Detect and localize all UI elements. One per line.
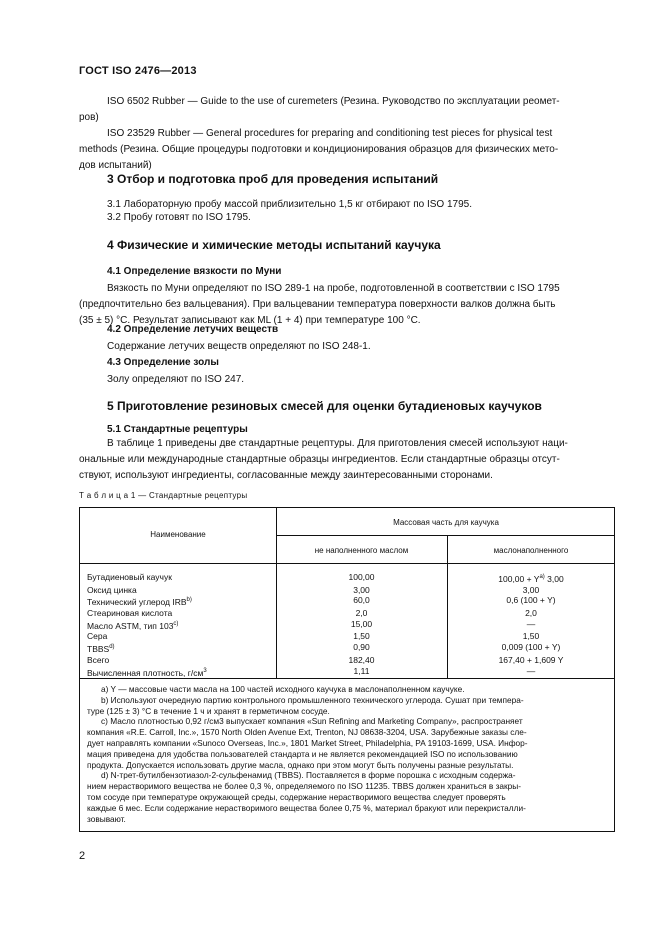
page-number: 2 [79, 850, 86, 862]
cell-oil [447, 572, 615, 585]
table-row [87, 595, 615, 608]
cell-text: Технический углерод IRB [87, 597, 187, 608]
footnote-d-cont: каждые 6 мес. Если содержание нерастворимого вещества более 0,75 %, материал бракуют или перекристалли- [87, 802, 526, 813]
subsection-4-2-title: 4.2 Определение летучих веществ [107, 324, 279, 335]
column-header-mass: Массовая часть для каучука [393, 518, 499, 527]
text-line: ствуют, используют ингредиенты, согласованные между заинтересованными сторонами. [79, 470, 493, 481]
footnote-ref: d) [109, 644, 115, 651]
cell-oil: 1,50 [522, 631, 540, 642]
reference-iso-23529 [79, 126, 614, 174]
table-body [87, 572, 615, 678]
footnote-a: a) Y — массовые части масла на 100 частей исходного каучука в маслонаполненном каучуке. [101, 684, 465, 694]
reference-line: ISO 6502 Rubber — Guide to the use of curemeters (Резина. Руководство по эксплуатации реомет- [107, 96, 560, 107]
footnote-c-cont: компания «R.E. Carroll, Inc.», 1570 North Olden Avenue Ext, Trenton, NJ 08638-3204, USA. Зарубежные заказы сле- [87, 727, 527, 738]
cell-unfilled: 3,00 [353, 584, 370, 595]
subsection-4-3-title: 4.3 Определение золы [107, 357, 219, 368]
table-row [87, 666, 615, 679]
cell-oil: 0,6 (100 + Y) [506, 595, 556, 606]
paragraph-4-2: Содержание летучих веществ определяют по ISO 248-1. [107, 341, 371, 352]
cell-oil: 0,009 (100 + Y) [501, 642, 561, 653]
cell-name [87, 642, 276, 655]
cell-text: 100,00 + Y [498, 573, 540, 584]
cell-name: Стеариновая кислота [87, 608, 173, 619]
footnote-d-cont: зовывают. [87, 813, 126, 824]
cell-unfilled: 15,00 [350, 618, 373, 629]
cell-oil: — [526, 618, 536, 629]
section-5-title: 5 Приготовление резиновых смесей для оценки бутадиеновых каучуков [107, 399, 542, 413]
footnote-c-cont: дует направлять компании «Sunoco Overseas, Inc.», 1801 Market Street, Philadelphia, PA 19103-1699, USA. Инфор- [87, 737, 528, 748]
table-row [87, 572, 615, 585]
text-line: Вязкость по Муни определяют по ISO 289-1 на пробе, подготовленной в соответствии с ISO 1795 [107, 283, 560, 294]
section-4-title: 4 Физические и химические методы испытаний каучука [107, 238, 441, 252]
cell-unfilled: 1,50 [353, 631, 370, 642]
document-header: ГОСТ ISO 2476—2013 [79, 65, 197, 77]
footnote-c: c) Масло плотностью 0,92 г/см3 выпускает компания «Sun Refining and Marketing Company», распространяет [101, 716, 523, 727]
section-3-title: 3 Отбор и подготовка проб для проведения испытаний [107, 172, 439, 186]
table-divider [276, 535, 615, 536]
cell-name [87, 595, 276, 608]
paragraph-4-3: Золу определяют по ISO 247. [107, 374, 245, 385]
paragraph-5-1 [79, 436, 614, 484]
cell-unfilled: 2,0 [355, 608, 368, 619]
table-row [87, 631, 615, 642]
footnote-c-cont: мация приведена для удобства пользователей стандарта и не является рекомендацией ISO по использованию [87, 748, 518, 759]
table-divider [80, 563, 615, 564]
reference-line: ISO 23529 Rubber — General procedures for preparing and conditioning test pieces for physical test [107, 128, 553, 139]
text-line: (предпочтительно без вальцевания). При вальцевании температура поверхности валков должна быть [79, 299, 556, 310]
cell-unfilled: 100,00 [348, 572, 375, 582]
paragraph-3-2: 3.2 Пробу готовят по ISO 1795. [107, 212, 251, 223]
cell-oil: 3,00 [522, 584, 540, 595]
cell-oil: 2,0 [525, 608, 537, 619]
cell-oil: — [526, 665, 536, 676]
cell-unfilled: 1,11 [353, 665, 370, 676]
cell-name [87, 666, 276, 679]
reference-iso-6502 [79, 94, 614, 126]
text-line: В таблице 1 приведены две стандартные рецептуры. Для приготовления смесей используют наци- [107, 438, 568, 449]
recipe-table [79, 507, 615, 832]
cell-text: Вычисленная плотность, г/см [87, 667, 204, 678]
footnote-ref: c) [173, 620, 179, 627]
table-row [87, 655, 615, 666]
footnote-c-cont: продукта. Допускается использовать другие масла, однако при этом могут быть получены разные результаты. [87, 759, 514, 770]
footnote-d-cont: том сосуде при температуре окружающей среды, содержание нерастворимого вещества следует проверять [87, 791, 506, 802]
column-header-oil-extended: маслонаполненного [493, 546, 569, 555]
reference-line: methods (Резина. Общие процедуры подготовки и кондиционирования образцов для физических мето- [79, 144, 559, 155]
footnote-line [87, 684, 609, 824]
footnote-ref: 3 [203, 667, 207, 674]
subsection-4-1-title: 4.1 Определение вязкости по Муни [107, 266, 282, 277]
column-header-name: Наименование [150, 530, 206, 539]
text-line: (35 ± 5) °С. Результат записывают как ML (1 + 4) при температуре 100 °С. [79, 315, 421, 326]
cell-name: Сера [87, 631, 108, 642]
footnote-ref: a) [539, 574, 545, 580]
cell-text: Масло ASTM, тип 103 [87, 620, 174, 631]
cell-oil: 167,40 + 1,609 Y [498, 654, 564, 665]
cell-unfilled: 60,0 [353, 595, 370, 606]
paragraph-4-1 [79, 281, 614, 329]
subsection-5-1-title: 5.1 Стандартные рецептуры [107, 424, 248, 435]
column-header-unfilled: не наполненного маслом [314, 546, 409, 555]
table-row [87, 608, 615, 619]
paragraph-3-1: 3.1 Лабораторную пробу массой приблизительно 1,5 кг отбирают по ISO 1795. [107, 199, 472, 210]
table-row [87, 585, 615, 596]
cell-name [87, 619, 276, 632]
text-line: ональные или международные стандартные образцы ингредиентов. Если стандартные образцы отсут- [79, 454, 560, 465]
table-caption: Т а б л и ц а 1 — Стандартные рецептуры [79, 491, 248, 500]
reference-line: дов испытаний) [79, 160, 152, 171]
cell-name: Всего [87, 654, 110, 665]
cell-text: TBBS [87, 644, 110, 655]
table-row [87, 619, 615, 632]
footnote-ref: b) [186, 597, 192, 604]
footnote-d: d) N-трет-бутилбензотиазол-2-сульфенамид (TBBS). Поставляется в форме порошка с исходным содержа- [101, 770, 516, 781]
footnote-b: b) Используют очередную партию контрольного промышленного технического углерода. Сушат при темпера- [101, 694, 524, 705]
footnote-b-cont: туре (125 ± 3) °С в течение 1 ч и хранят в герметичном сосуде. [87, 705, 330, 716]
cell-unfilled: 182,40 [348, 654, 375, 665]
cell-name [87, 572, 276, 585]
footnote-d-cont: нием нерастворимого вещества не более 0,3 %, определяемого по ISO 11235. TBBS должен храниться в закры- [87, 781, 522, 792]
cell-text: Бутадиеновый каучук [87, 572, 172, 582]
cell-unfilled: 0,90 [353, 642, 370, 653]
reference-line: ров) [79, 112, 99, 123]
cell-name: Оксид цинка [87, 584, 137, 595]
cell-text: 3,00 [544, 573, 564, 584]
table-row [87, 642, 615, 655]
